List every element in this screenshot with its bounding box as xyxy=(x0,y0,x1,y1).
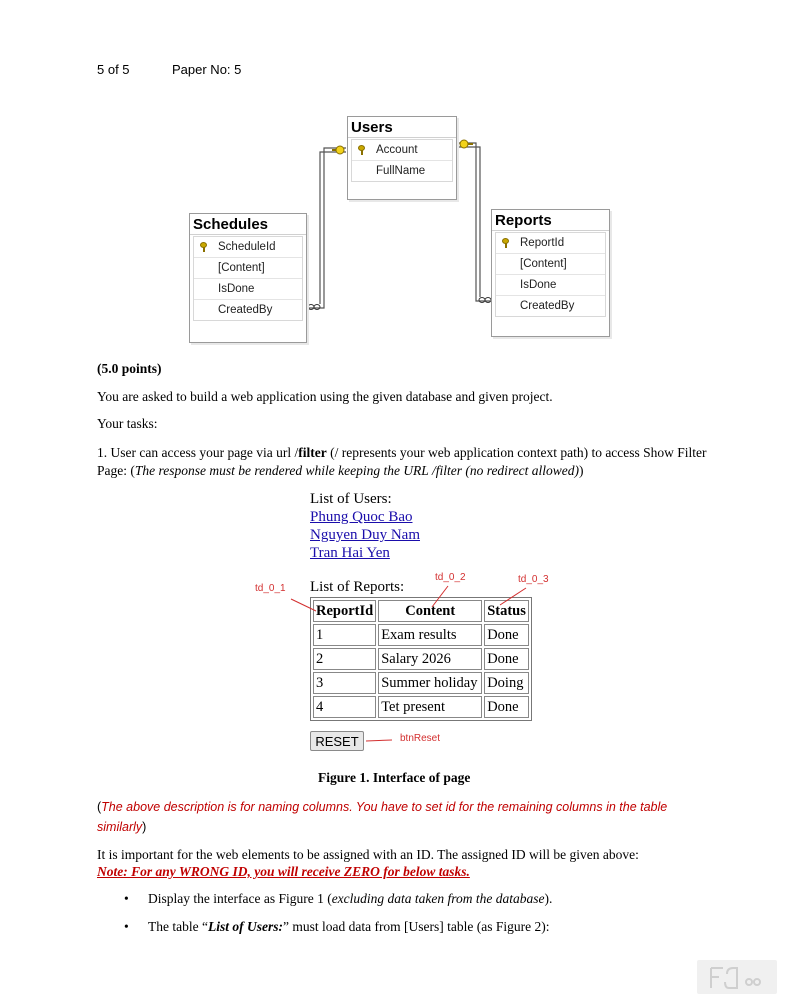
users-field-account xyxy=(352,140,452,161)
relationship-infinity-icon xyxy=(308,298,491,310)
users-table-title: Users xyxy=(348,117,456,138)
note-paren: ( xyxy=(97,800,102,814)
bullet-bold-italic: List of Users: xyxy=(207,919,283,934)
bullet-part: ). xyxy=(544,891,553,906)
schedules-field-isdone xyxy=(194,279,302,300)
primary-key-icon xyxy=(358,145,365,155)
primary-key-icon xyxy=(502,238,509,248)
bullet-part: The table “ xyxy=(148,919,208,934)
field-label: CreatedBy xyxy=(218,304,273,316)
fpt-logo-icon xyxy=(697,960,777,994)
page-number: 5 of 5 xyxy=(97,62,130,77)
annotation-td-0-2: td_0_2 xyxy=(435,572,466,583)
table-cell: 2 xyxy=(313,648,376,670)
bullet-part: ” must load data from [Users] table (as Figure 2): xyxy=(282,919,550,934)
field-label: ReportId xyxy=(520,237,565,249)
users-field-fullname xyxy=(352,161,452,181)
table-cell: Done xyxy=(484,696,529,718)
reports-field-content xyxy=(496,254,605,275)
reports-table-diagram xyxy=(491,209,610,337)
intro-text: You are asked to build a web application using the given database and given project. xyxy=(97,389,553,404)
field-label: FullName xyxy=(376,165,426,177)
list-of-reports-title: List of Reports: xyxy=(310,579,405,595)
points-heading: (5.0 points) xyxy=(97,361,162,376)
table-cell: 1 xyxy=(313,624,376,646)
bullet-item-2 xyxy=(148,919,550,935)
figure-caption: Figure 1. Interface of page xyxy=(318,770,471,785)
bullet-icon: • xyxy=(124,919,129,934)
primary-key-icon xyxy=(200,242,207,252)
bullet-italic: excluding data taken from the database xyxy=(331,891,545,906)
column-header: Status xyxy=(484,600,529,622)
user-link[interactable]: Nguyen Duy Nam xyxy=(310,527,420,543)
wrong-id-warning: Note: For any WRONG ID, you will receive ZERO for below tasks. xyxy=(97,864,470,879)
schedules-field-content xyxy=(194,258,302,279)
task-1-part: 1. User can access your page via url / xyxy=(97,445,299,460)
table-cell: Done xyxy=(484,624,529,646)
bullet-icon: • xyxy=(124,891,129,906)
table-cell: Done xyxy=(484,648,529,670)
table-cell: 4 xyxy=(313,696,376,718)
column-header: ReportId xyxy=(313,600,376,622)
reset-button[interactable]: RESET xyxy=(310,731,364,751)
schedules-field-scheduleid xyxy=(194,237,302,258)
user-link[interactable]: Phung Quoc Bao xyxy=(310,509,413,525)
reports-field-createdby xyxy=(496,296,605,316)
annotation-btnreset: btnReset xyxy=(400,733,441,744)
field-label: IsDone xyxy=(218,283,255,295)
table-cell: Tet present xyxy=(378,696,482,718)
schedules-table-diagram xyxy=(189,213,307,343)
table-cell: 3 xyxy=(313,672,376,694)
schedules-table-title: Schedules xyxy=(190,214,306,235)
table-cell: Doing xyxy=(484,672,529,694)
field-label: Account xyxy=(376,144,418,156)
tasks-heading: Your tasks: xyxy=(97,416,158,431)
task-1-text xyxy=(97,444,707,480)
task-1-italic: The response must be rendered while keeping the URL /filter (no redirect allowed) xyxy=(134,463,580,478)
annotation-td-0-1: td_0_1 xyxy=(255,583,286,594)
id-importance-text: It is important for the web elements to be assigned with an ID. The assigned ID will be given above: xyxy=(97,847,639,862)
fpt-logo-watermark xyxy=(697,960,777,994)
task-1-part: (/ represents your web application context path) to access Show Filter Page: ( xyxy=(97,445,707,478)
field-label: IsDone xyxy=(520,279,557,291)
annotation-arrows xyxy=(0,560,788,760)
task-1-part: ) xyxy=(579,463,584,478)
schedules-field-createdby xyxy=(194,300,302,320)
paper-number: Paper No: 5 xyxy=(172,62,242,77)
annotation-td-0-3: td_0_3 xyxy=(518,574,549,585)
users-table-diagram xyxy=(347,116,457,200)
note-text: The above description is for naming columns. You have to set id for the remaining columns in the table similarly xyxy=(97,800,668,834)
column-header: Content xyxy=(378,600,482,622)
reports-field-isdone xyxy=(496,275,605,296)
table-cell: Summer holiday xyxy=(378,672,482,694)
list-of-users-title: List of Users: xyxy=(310,491,392,507)
note-paren: ) xyxy=(142,820,147,834)
reports-table-title: Reports xyxy=(492,210,609,231)
task-1-url: filter xyxy=(298,445,327,460)
user-link[interactable]: Tran Hai Yen xyxy=(310,545,390,561)
field-label: [Content] xyxy=(520,258,567,270)
reports-field-reportid xyxy=(496,233,605,254)
field-label: ScheduleId xyxy=(218,241,276,253)
table-cell: Exam results xyxy=(378,624,482,646)
column-naming-note xyxy=(97,797,707,837)
table-cell: Salary 2026 xyxy=(378,648,482,670)
field-label: [Content] xyxy=(218,262,265,274)
bullet-part: Display the interface as Figure 1 ( xyxy=(148,891,332,906)
field-label: CreatedBy xyxy=(520,300,575,312)
bullet-item-1 xyxy=(148,891,552,907)
